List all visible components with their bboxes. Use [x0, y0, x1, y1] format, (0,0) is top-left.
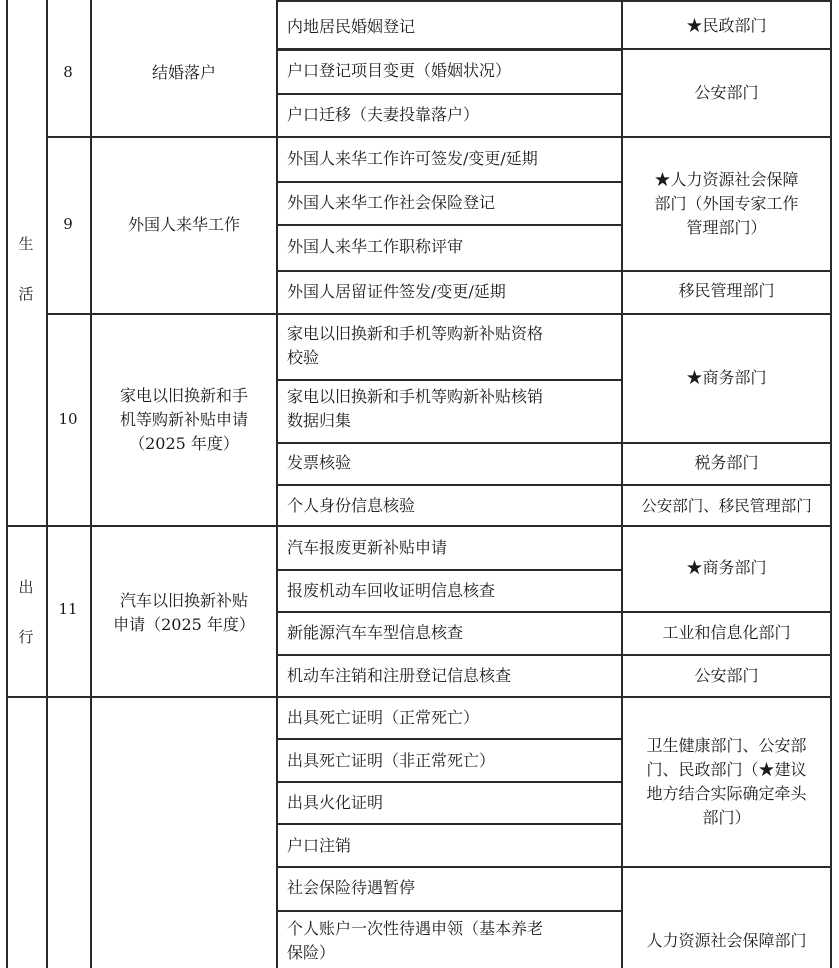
item-number: 8: [63, 63, 73, 81]
sub-item: 数据归集: [287, 411, 352, 430]
department: 门、民政部门（★建议: [646, 760, 807, 779]
row-divider: [6, 696, 831, 698]
row-divider: [276, 224, 622, 226]
row-divider: [276, 0, 831, 2]
service-name: 申请（2025 年度）: [113, 615, 255, 634]
table-border-left: [6, 0, 8, 968]
sub-item: 发票核验: [287, 453, 352, 472]
row-divider: [276, 866, 831, 868]
sub-item: 社会保险待遇暂停: [287, 878, 416, 897]
sub-item: 个人账户一次性待遇申领（基本养老: [287, 919, 544, 938]
sub-item: 内地居民婚姻登记: [287, 17, 416, 36]
sub-item: 户口登记项目变更（婚姻状况）: [287, 61, 512, 80]
sub-item: 家电以旧换新和手机等购新补贴核销: [287, 387, 544, 406]
department: 移民管理部门: [678, 281, 775, 300]
department: 工业和信息化部门: [662, 623, 791, 642]
row-divider: [276, 93, 622, 95]
department: 地方结合实际确定牵头: [646, 784, 807, 803]
department: 公安部门、移民管理部门: [641, 497, 812, 515]
row-divider: [276, 910, 622, 912]
department: ★商务部门: [686, 558, 767, 577]
category-char: 生: [18, 235, 34, 253]
sub-item: 家电以旧换新和手机等购新补贴资格: [287, 324, 544, 343]
sub-item: 户口迁移（夫妻投靠落户）: [287, 105, 480, 124]
department: 人力资源社会保障部门: [646, 931, 807, 950]
category-char: 活: [18, 285, 34, 303]
row-divider: [276, 270, 831, 272]
sub-item: 户口注销: [287, 836, 352, 855]
sub-item: 外国人来华工作职称评审: [287, 237, 464, 256]
sub-item: 机动车注销和注册登记信息核查: [287, 666, 512, 685]
category-char: 行: [18, 628, 34, 646]
service-name: 结婚落户: [151, 63, 216, 82]
sub-item: 汽车报废更新补贴申请: [287, 538, 448, 557]
row-divider: [46, 136, 831, 138]
department: 部门（外国专家工作: [654, 194, 799, 213]
sub-item: 报废机动车回收证明信息核查: [287, 581, 496, 600]
service-name: （2025 年度）: [129, 434, 239, 453]
row-divider: [276, 654, 831, 656]
department: 管理部门）: [686, 218, 767, 237]
row-divider: [276, 738, 622, 740]
sub-item: 新能源汽车车型信息核查: [287, 623, 464, 642]
department: ★民政部门: [686, 16, 767, 35]
item-number: 10: [58, 410, 78, 428]
row-divider: [276, 781, 622, 783]
sub-item: 出具火化证明: [287, 793, 384, 812]
sub-item: 保险）: [287, 943, 336, 962]
row-divider: [276, 611, 831, 613]
department: 卫生健康部门、公安部: [646, 736, 807, 755]
item-number: 9: [63, 215, 73, 233]
row-divider: [46, 313, 831, 315]
department: ★人力资源社会保障: [654, 170, 799, 189]
department: 公安部门: [694, 666, 759, 685]
department: ★商务部门: [686, 368, 767, 387]
row-divider: [276, 379, 622, 381]
category-char: 出: [18, 578, 34, 596]
row-divider: [276, 181, 622, 183]
service-name: 机等购新补贴申请: [119, 410, 248, 429]
sub-item: 校验: [287, 348, 320, 367]
service-name: 外国人来华工作: [127, 215, 240, 234]
column-divider: [90, 0, 92, 968]
sub-item: 出具死亡证明（非正常死亡）: [287, 751, 496, 770]
row-divider: [6, 525, 831, 527]
service-name: 家电以旧换新和手: [119, 386, 248, 405]
sub-item: 外国人来华工作许可签发/变更/延期: [287, 149, 538, 168]
row-divider: [276, 569, 622, 571]
sub-item: 出具死亡证明（正常死亡）: [287, 708, 480, 727]
row-divider: [276, 48, 831, 50]
sub-item: 个人身份信息核验: [287, 496, 416, 515]
department: 公安部门: [694, 83, 759, 102]
column-divider: [46, 0, 48, 968]
row-divider: [276, 823, 622, 825]
sub-item: 外国人来华工作社会保险登记: [287, 193, 496, 212]
department: 税务部门: [694, 453, 759, 472]
department: 部门）: [702, 808, 751, 827]
item-number: 11: [58, 600, 78, 618]
row-divider: [276, 484, 831, 486]
row-divider: [276, 442, 831, 444]
sub-item: 外国人居留证件签发/变更/延期: [287, 282, 506, 301]
service-name: 汽车以旧换新补贴: [119, 591, 248, 610]
